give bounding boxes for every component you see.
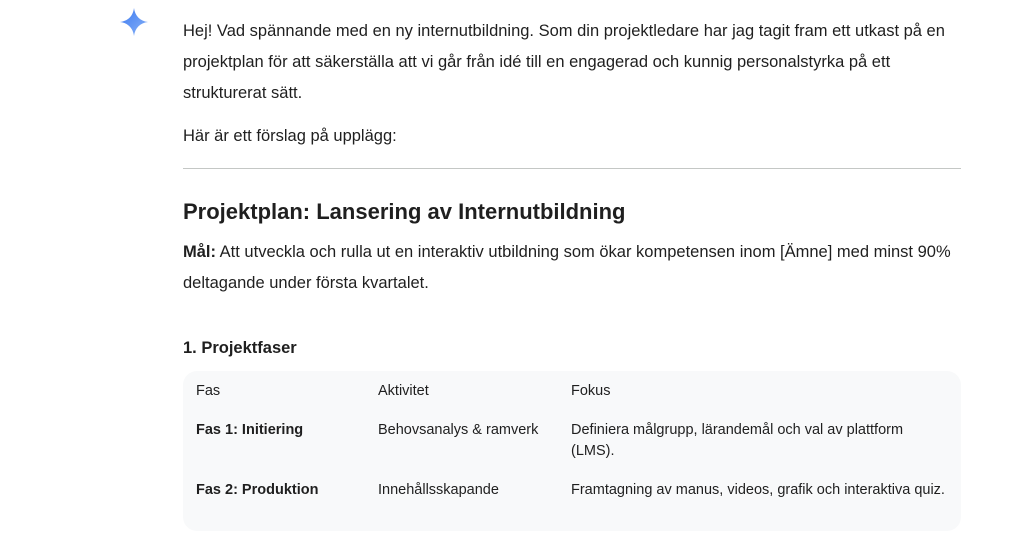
phases-table-container [183, 371, 961, 531]
table-cell-focus: Definiera målgrupp, lärandemål och val av plattform (LMS). [571, 422, 904, 459]
table-cell-focus: Framtagning av manus, videos, grafik och interaktiva quiz. [571, 482, 945, 498]
lead-paragraph: Här är ett förslag på upplägg: [183, 127, 397, 145]
table-cell-phase: Fas 2: Produktion [196, 482, 319, 498]
goal-paragraph [183, 237, 961, 299]
plan-title: Projektplan: Lansering av Internutbildning [183, 199, 626, 224]
table-cell-activity: Behovsanalys & ramverk [378, 422, 539, 438]
table-row [183, 480, 961, 519]
table-cell-activity: Innehållsskapande [378, 482, 499, 498]
column-header-fokus: Fokus [571, 383, 611, 399]
column-header-aktivitet: Aktivitet [378, 383, 429, 399]
sparkle-icon [120, 8, 148, 36]
table-row [183, 420, 961, 480]
phases-table [183, 381, 961, 519]
divider [183, 168, 961, 169]
table-header-row [183, 381, 961, 420]
table-cell-phase: Fas 1: Initiering [196, 422, 304, 438]
response-body [183, 16, 961, 531]
section-heading-phases: 1. Projektfaser [183, 339, 297, 357]
goal-label: Mål: [183, 243, 216, 261]
goal-text: Att utveckla och rulla ut en interaktiv utbildning som ökar kompetensen inom [Ämne] med minst 90% deltagande under första kvartalet. [183, 243, 951, 292]
intro-paragraph: Hej! Vad spännande med en ny internutbildning. Som din projektledare har jag tagit fram ett utkast på en projektplan för att säkerställa att vi går från idé till en engagerad och kunnig personalstyrka på ett strukturerat sätt. [183, 22, 945, 102]
column-header-fas: Fas [196, 383, 221, 399]
